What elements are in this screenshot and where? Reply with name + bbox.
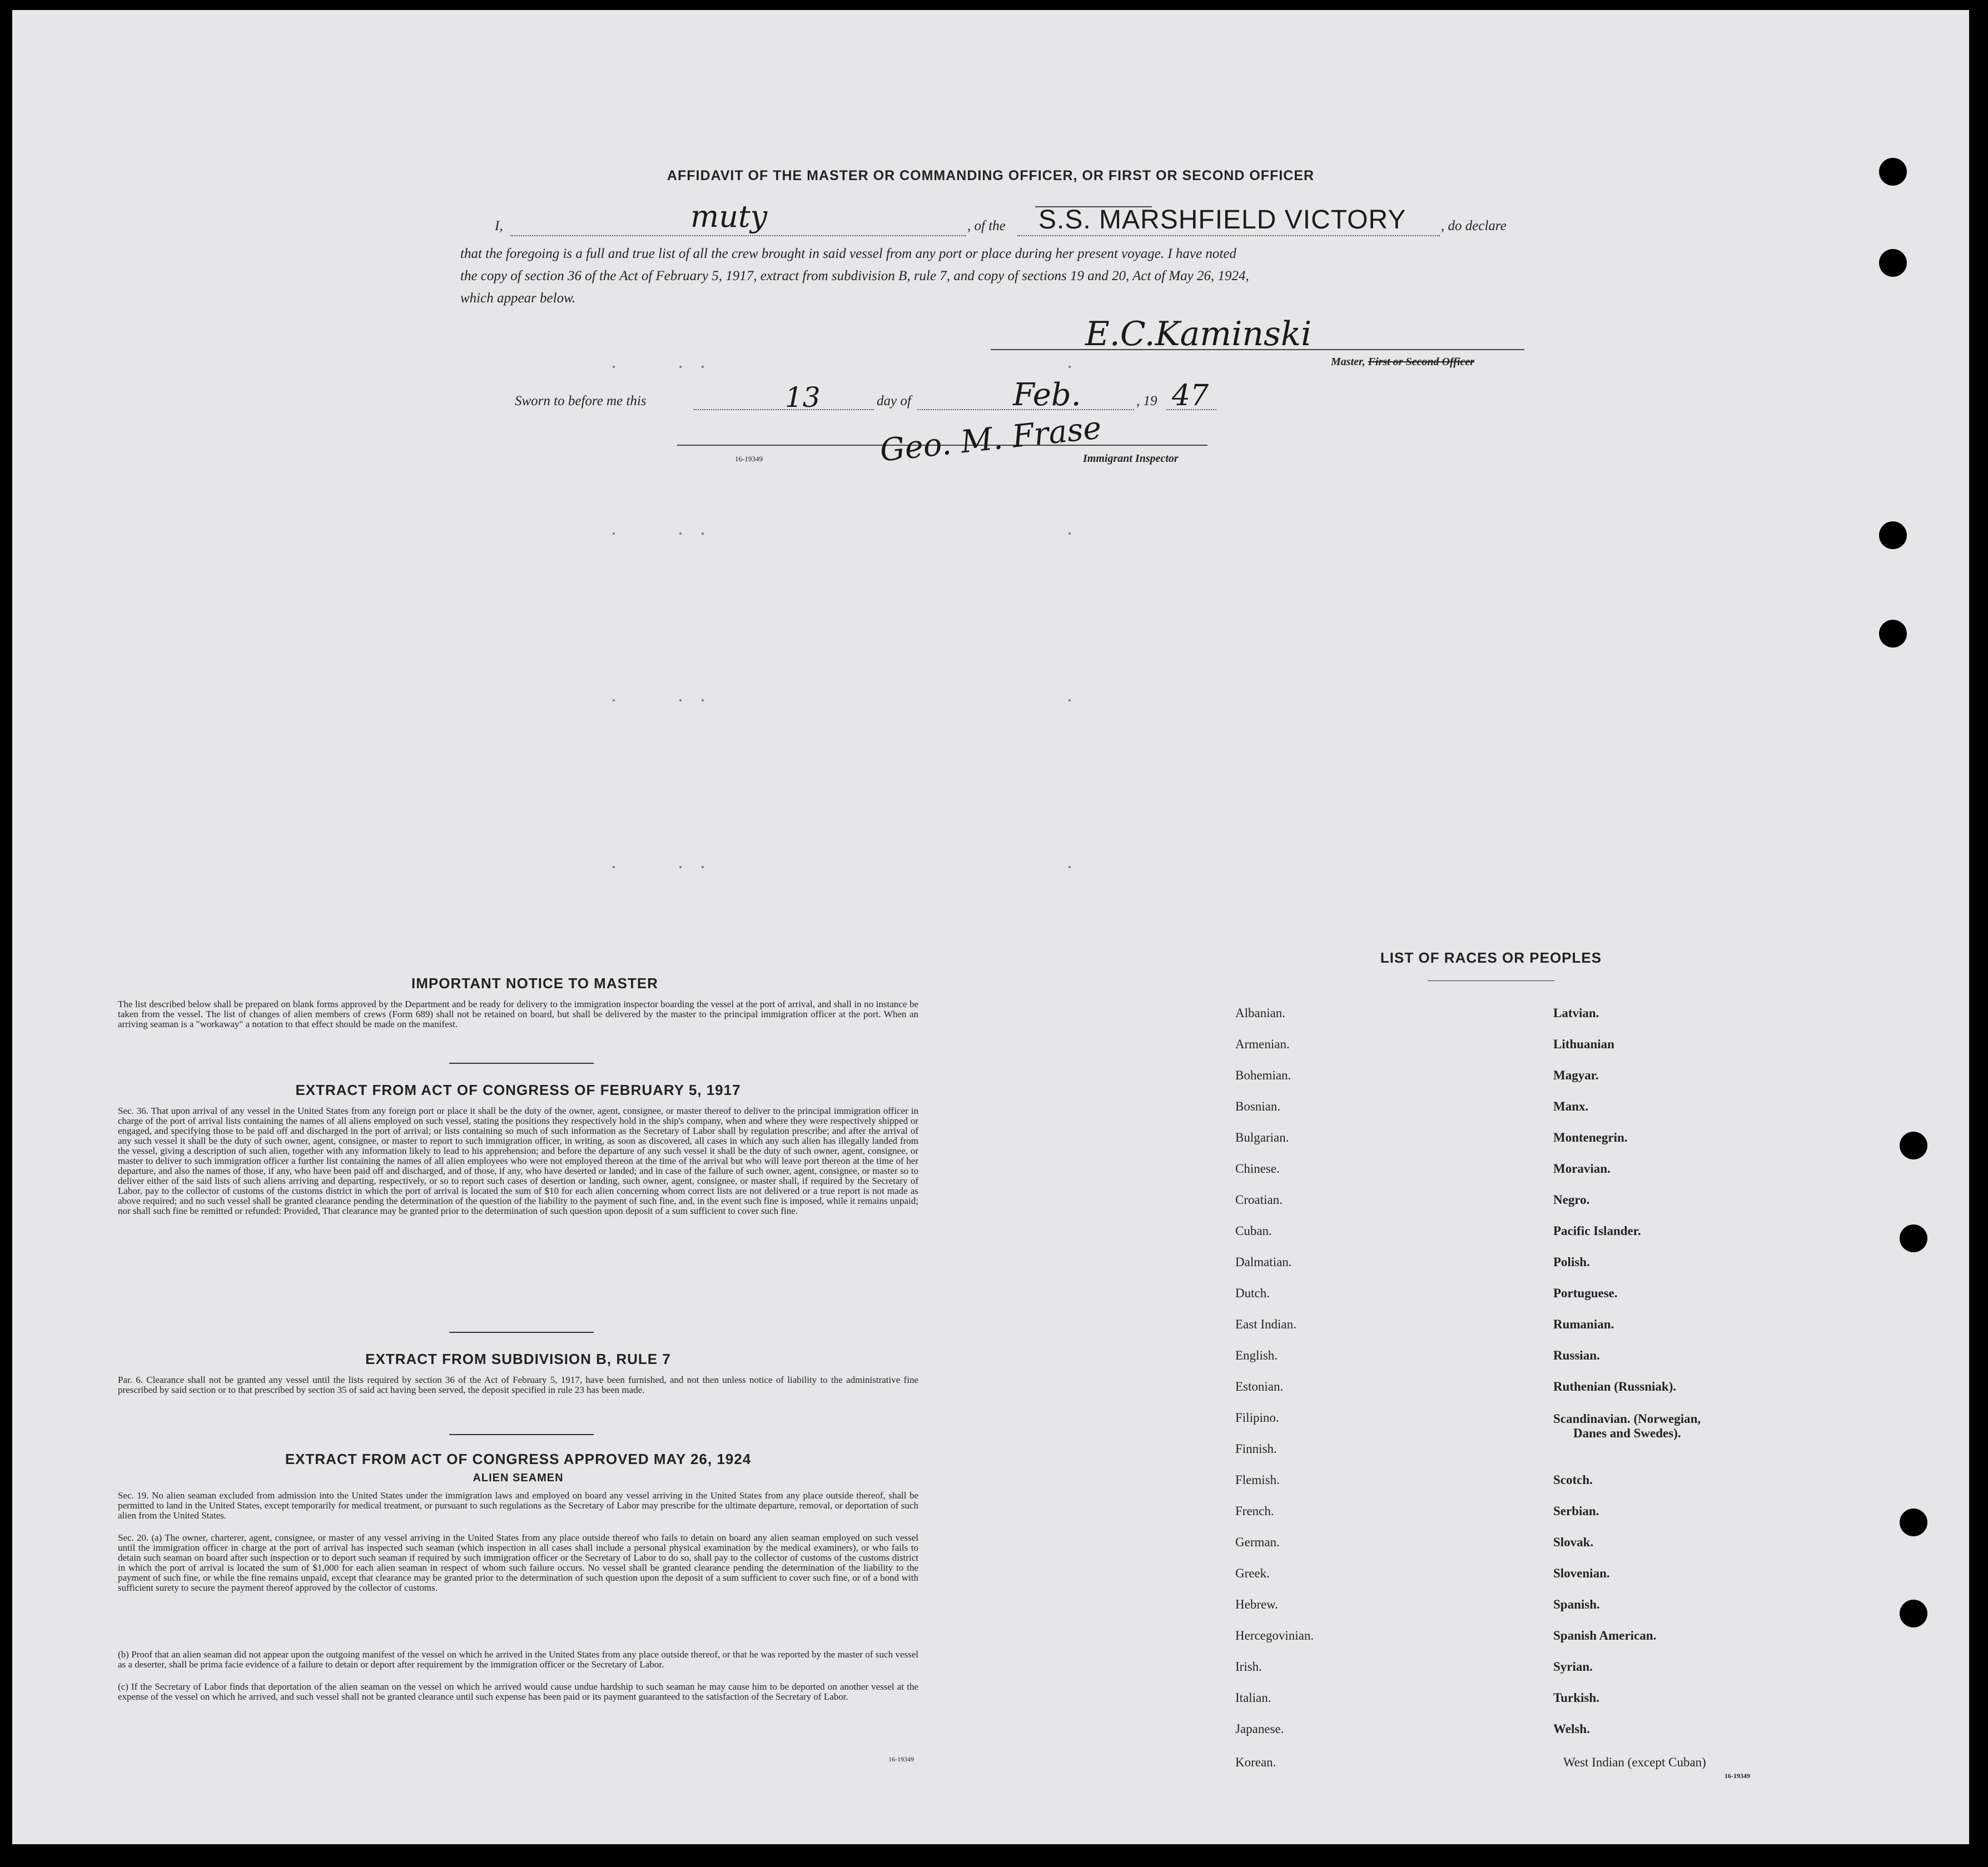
race-item: Syrian.: [1553, 1660, 1593, 1674]
race-item: Negro.: [1553, 1193, 1590, 1207]
punch-hole: [1879, 249, 1907, 277]
extract-form-number: 16-19349: [888, 1755, 914, 1763]
punch-hole: [1879, 521, 1907, 549]
race-item: Welsh.: [1553, 1722, 1590, 1736]
vessel-name-stamp: S.S. MARSHFIELD VICTORY: [1038, 205, 1406, 235]
race-item: Dutch.: [1235, 1286, 1270, 1300]
race-item: Latvian.: [1553, 1006, 1599, 1020]
struck-officer-title: First or Second Officer: [1368, 356, 1474, 368]
punch-hole: [1879, 620, 1907, 648]
race-item: Scotch.: [1553, 1473, 1593, 1487]
race-item: East Indian.: [1235, 1317, 1296, 1331]
year-prefix: , 19: [1136, 394, 1157, 409]
race-item: Montenegrin.: [1553, 1131, 1628, 1144]
master-label: [1331, 356, 1474, 369]
extract-1924-sec20b: (b) Proof that an alien seaman did not appear upon the outgoing manifest of the vessel on which he arrived in the United States from any place outside thereof, or that he was reported by the master of such vessel as a deserter, shall be prima facie evidence of a failure to detain or deport after requirement by the immigration officer or the Secretary of Labor.: [118, 1649, 918, 1670]
race-item: Estonian.: [1235, 1380, 1284, 1393]
race-item: Greek.: [1235, 1566, 1270, 1580]
race-item: German.: [1235, 1535, 1280, 1549]
day-of-label: day of: [877, 394, 911, 409]
punch-hole: [1879, 158, 1907, 186]
extract-rule7-title: EXTRACT FROM SUBDIVISION B, RULE 7: [365, 1351, 671, 1367]
race-item: Rumanian.: [1553, 1317, 1614, 1331]
punch-hole: [1900, 1508, 1927, 1536]
race-item: Scandinavian. (Norwegian,: [1553, 1412, 1701, 1426]
extract-1924-title: EXTRACT FROM ACT OF CONGRESS APPROVED MAY 26, 1924: [285, 1451, 752, 1467]
race-item: Russian.: [1553, 1348, 1600, 1362]
sworn-day: 13: [785, 381, 821, 414]
race-item: French.: [1235, 1504, 1274, 1518]
form-number: 16-19349: [735, 455, 763, 463]
notice-title: IMPORTANT NOTICE TO MASTER: [411, 975, 658, 992]
race-item: Italian.: [1235, 1691, 1271, 1705]
race-item: Filipino.: [1235, 1411, 1279, 1425]
race-item: Portuguese.: [1553, 1286, 1618, 1300]
signer-handwritten: muty: [690, 199, 768, 234]
race-item: Slovenian.: [1553, 1566, 1610, 1580]
extract-1924-sec19: Sec. 19. No alien seaman excluded from admission into the United States under the immigration laws and employed on board any vessel arriving in the United States from any place outside thereof, shall be permitted to land in the United States, except temporarily for medical treatment, or pursuant to such regulations as the Secretary of Labor may prescribe for the ultimate departure, removal, or deportation of such alien from the United States.: [118, 1490, 918, 1521]
master-title: Master,: [1331, 356, 1365, 368]
race-item: Albanian.: [1235, 1006, 1286, 1020]
do-declare-label: , do declare: [1441, 218, 1507, 233]
race-item: Spanish American.: [1553, 1629, 1657, 1642]
notice-text: The list described below shall be prepared on blank forms approved by the Department and be ready for delivery to the immigration inspector boarding the vessel at the port of arrival, and shall in no instance be taken from the vessel. The list of changes of alien members of crews (Form 689) shall not be retained on board, but shall be delivered by the master to the principal immigration officer at the port. When an arriving seaman is a "workaway" a notation to that effect should be made on the manifest.: [118, 999, 918, 1029]
race-item: Hercegovinian.: [1235, 1629, 1314, 1642]
race-item: Croatian.: [1235, 1193, 1283, 1207]
race-item: Slovak.: [1553, 1535, 1594, 1549]
race-item: Pacific Islander.: [1553, 1224, 1641, 1238]
race-item: Bulgarian.: [1235, 1131, 1289, 1144]
inspector-label: Immigrant Inspector: [1083, 452, 1179, 465]
extract-1924-subtitle: ALIEN SEAMEN: [473, 1472, 564, 1484]
race-item: Dalmatian.: [1235, 1255, 1292, 1269]
race-item: Spanish.: [1553, 1597, 1600, 1611]
extract-1924-sec20a: Sec. 20. (a) The owner, charterer, agent, consignee, or master of any vessel arriving in the United States from any place outside thereof who fails to detain on board any alien seaman employed on such vessel until the immigration officer in charge at the port of arrival has inspected such seaman (which inspection in all cases shall include a personal physical examination by the medical examiners), or who fails to detain such seaman on board after such inspection or to deport such seaman if required by such immigration officer or the Secretary of Labor to do so, shall pay to the collector of customs of the customs district in which the port of arrival is located the sum of $1,000 for each alien seaman in respect of whom such failure occurs. No vessel shall be granted clearance pending the determination of the liability to the payment of such fine, or while the fine remains unpaid, except that clearance may be granted prior to the determination of such question upon the deposit of a sum sufficient to cover such fine, or of a bond with sufficient surety to secure the payment thereof approved by the collector of customs.: [118, 1532, 918, 1593]
sworn-label: Sworn to before me this: [515, 394, 647, 409]
race-item: Danes and Swedes).: [1573, 1426, 1681, 1440]
affidavit-body-line-2: the copy of section 36 of the Act of February 5, 1917, extract from subdivision B, rule 7, and copy of sections 19 and 20, Act of May 26, 1924,: [460, 268, 1249, 283]
of-the-label: , of the: [967, 218, 1006, 233]
race-item: Polish.: [1553, 1255, 1590, 1269]
race-item: Magyar.: [1553, 1068, 1599, 1082]
race-item: Lithuanian: [1553, 1037, 1614, 1051]
race-item: Armenian.: [1235, 1037, 1290, 1051]
extract-1924-sec20c: (c) If the Secretary of Labor finds that deportation of the alien seaman on the vessel on which he arrived would cause undue hardship to such seaman he may cause him to be deported on another vessel at the expense of the vessel on which he arrived, and such vessel shall not be granted clearance until such expense has been paid or its payment guaranteed to the satisfaction of the Secretary of Labor.: [118, 1681, 918, 1702]
sworn-month: Feb.: [1013, 377, 1081, 413]
race-item: Irish.: [1235, 1660, 1262, 1674]
extract-1917-title: EXTRACT FROM ACT OF CONGRESS OF FEBRUARY 5, 1917: [295, 1082, 741, 1098]
race-item: Ruthenian (Russniak).: [1553, 1380, 1677, 1393]
race-item: Turkish.: [1553, 1691, 1599, 1705]
extract-rule7-text: Par. 6. Clearance shall not be granted any vessel until the lists required by section 36 of the Act of February 5, 1917, have been furnished, and not then unless notice of liability to the administrative fine prescribed by said section or to that prescribed by section 35 of said act having been served, the deposit specified in rule 23 has been made.: [118, 1375, 918, 1395]
punch-hole: [1900, 1224, 1927, 1252]
race-item: English.: [1235, 1348, 1278, 1362]
affidavit-body-line-3: which appear below.: [460, 291, 576, 306]
race-item: Japanese.: [1235, 1722, 1284, 1736]
punch-hole: [1900, 1132, 1927, 1159]
race-item: Cuban.: [1235, 1224, 1272, 1238]
races-form-number: 16-19349: [1724, 1772, 1750, 1780]
race-item: Manx.: [1553, 1099, 1589, 1113]
master-signature: E.C.Kaminski: [1085, 315, 1312, 354]
race-item: Flemish.: [1235, 1473, 1280, 1487]
year-suffix: 47: [1172, 379, 1209, 412]
document-page: [12, 10, 1969, 1844]
race-item: Serbian.: [1553, 1504, 1599, 1518]
inspector-signature: Geo. M. Frase: [878, 410, 1104, 469]
race-item: Moravian.: [1553, 1162, 1611, 1176]
affidavit-body-line-1: that the foregoing is a full and true list of all the crew brought in said vessel from any port or place during her present voyage. I have noted: [460, 246, 1236, 261]
race-item: Korean.: [1235, 1755, 1276, 1769]
race-item: Hebrew.: [1235, 1597, 1279, 1611]
race-item: Chinese.: [1235, 1162, 1280, 1176]
race-item: West Indian (except Cuban): [1563, 1755, 1706, 1769]
race-item: Bosnian.: [1235, 1099, 1281, 1113]
affidavit-title: AFFIDAVIT OF THE MASTER OR COMMANDING OFFICER, OR FIRST OR SECOND OFFICER: [667, 168, 1315, 183]
race-item: Finnish.: [1235, 1442, 1277, 1456]
race-item: Bohemian.: [1235, 1068, 1291, 1082]
punch-hole: [1900, 1600, 1927, 1627]
races-title: LIST OF RACES OR PEOPLES: [1380, 949, 1602, 966]
extract-1917-text: Sec. 36. That upon arrival of any vessel in the United States from any foreign port or place it shall be the duty of the owner, agent, consignee, or master thereof to deliver to the principal immigration officer in charge of the port of arrival lists containing the names of all aliens employed on such vessel, stating the positions they respectively hold in the ship's company, when and where they were respectively shipped or engaged, and specifying those to be paid off and discharged in the port of arrival; or lists containing so much of such information as the Secretary of Labor shall by regulation prescribe; and after the arrival of any such vessel it shall be the duty of such owner, agent, consignee, or master to report to such immigration officer, in writing, as soon as discovered, all cases in which any such alien has illegally landed from the vessel, giving a description of such alien, together with any information likely to lead to his apprehension; and before the departure of any such vessel it shall be the duty of such owner, agent, consignee, or master to deliver to such immigration officer a further list containing the names of all alien employees who were not employed thereon at the time of the arrival but who will leave port thereon at the time of her departure, and also the names of those, if any, who have been paid off and discharged, and of those, if any, who have deserted or landed; and in case of the failure of such owner, agent, consignee, or master so to deliver either of the said lists of such aliens arriving and departing, respectively, or so to report such cases of desertion or landing, such owner, agent, consignee, or master shall, if required by the Secretary of Labor, pay to the collector of customs of the customs district in which the port of arrival is located the sum of $10 for each alien concerning whom correct lists are not delivered or a true report is not made as above required; and no such vessel shall be granted clearance pending the determination of the question of the liability to the payment of such fine, and, in the event such fine is imposed, while it remains unpaid; nor shall such fine be remitted or refunded: Provided, That clearance may be granted prior to the determination of such question upon deposit of a sum sufficient to cover such fine.: [118, 1106, 918, 1216]
i-label: I,: [495, 218, 503, 233]
